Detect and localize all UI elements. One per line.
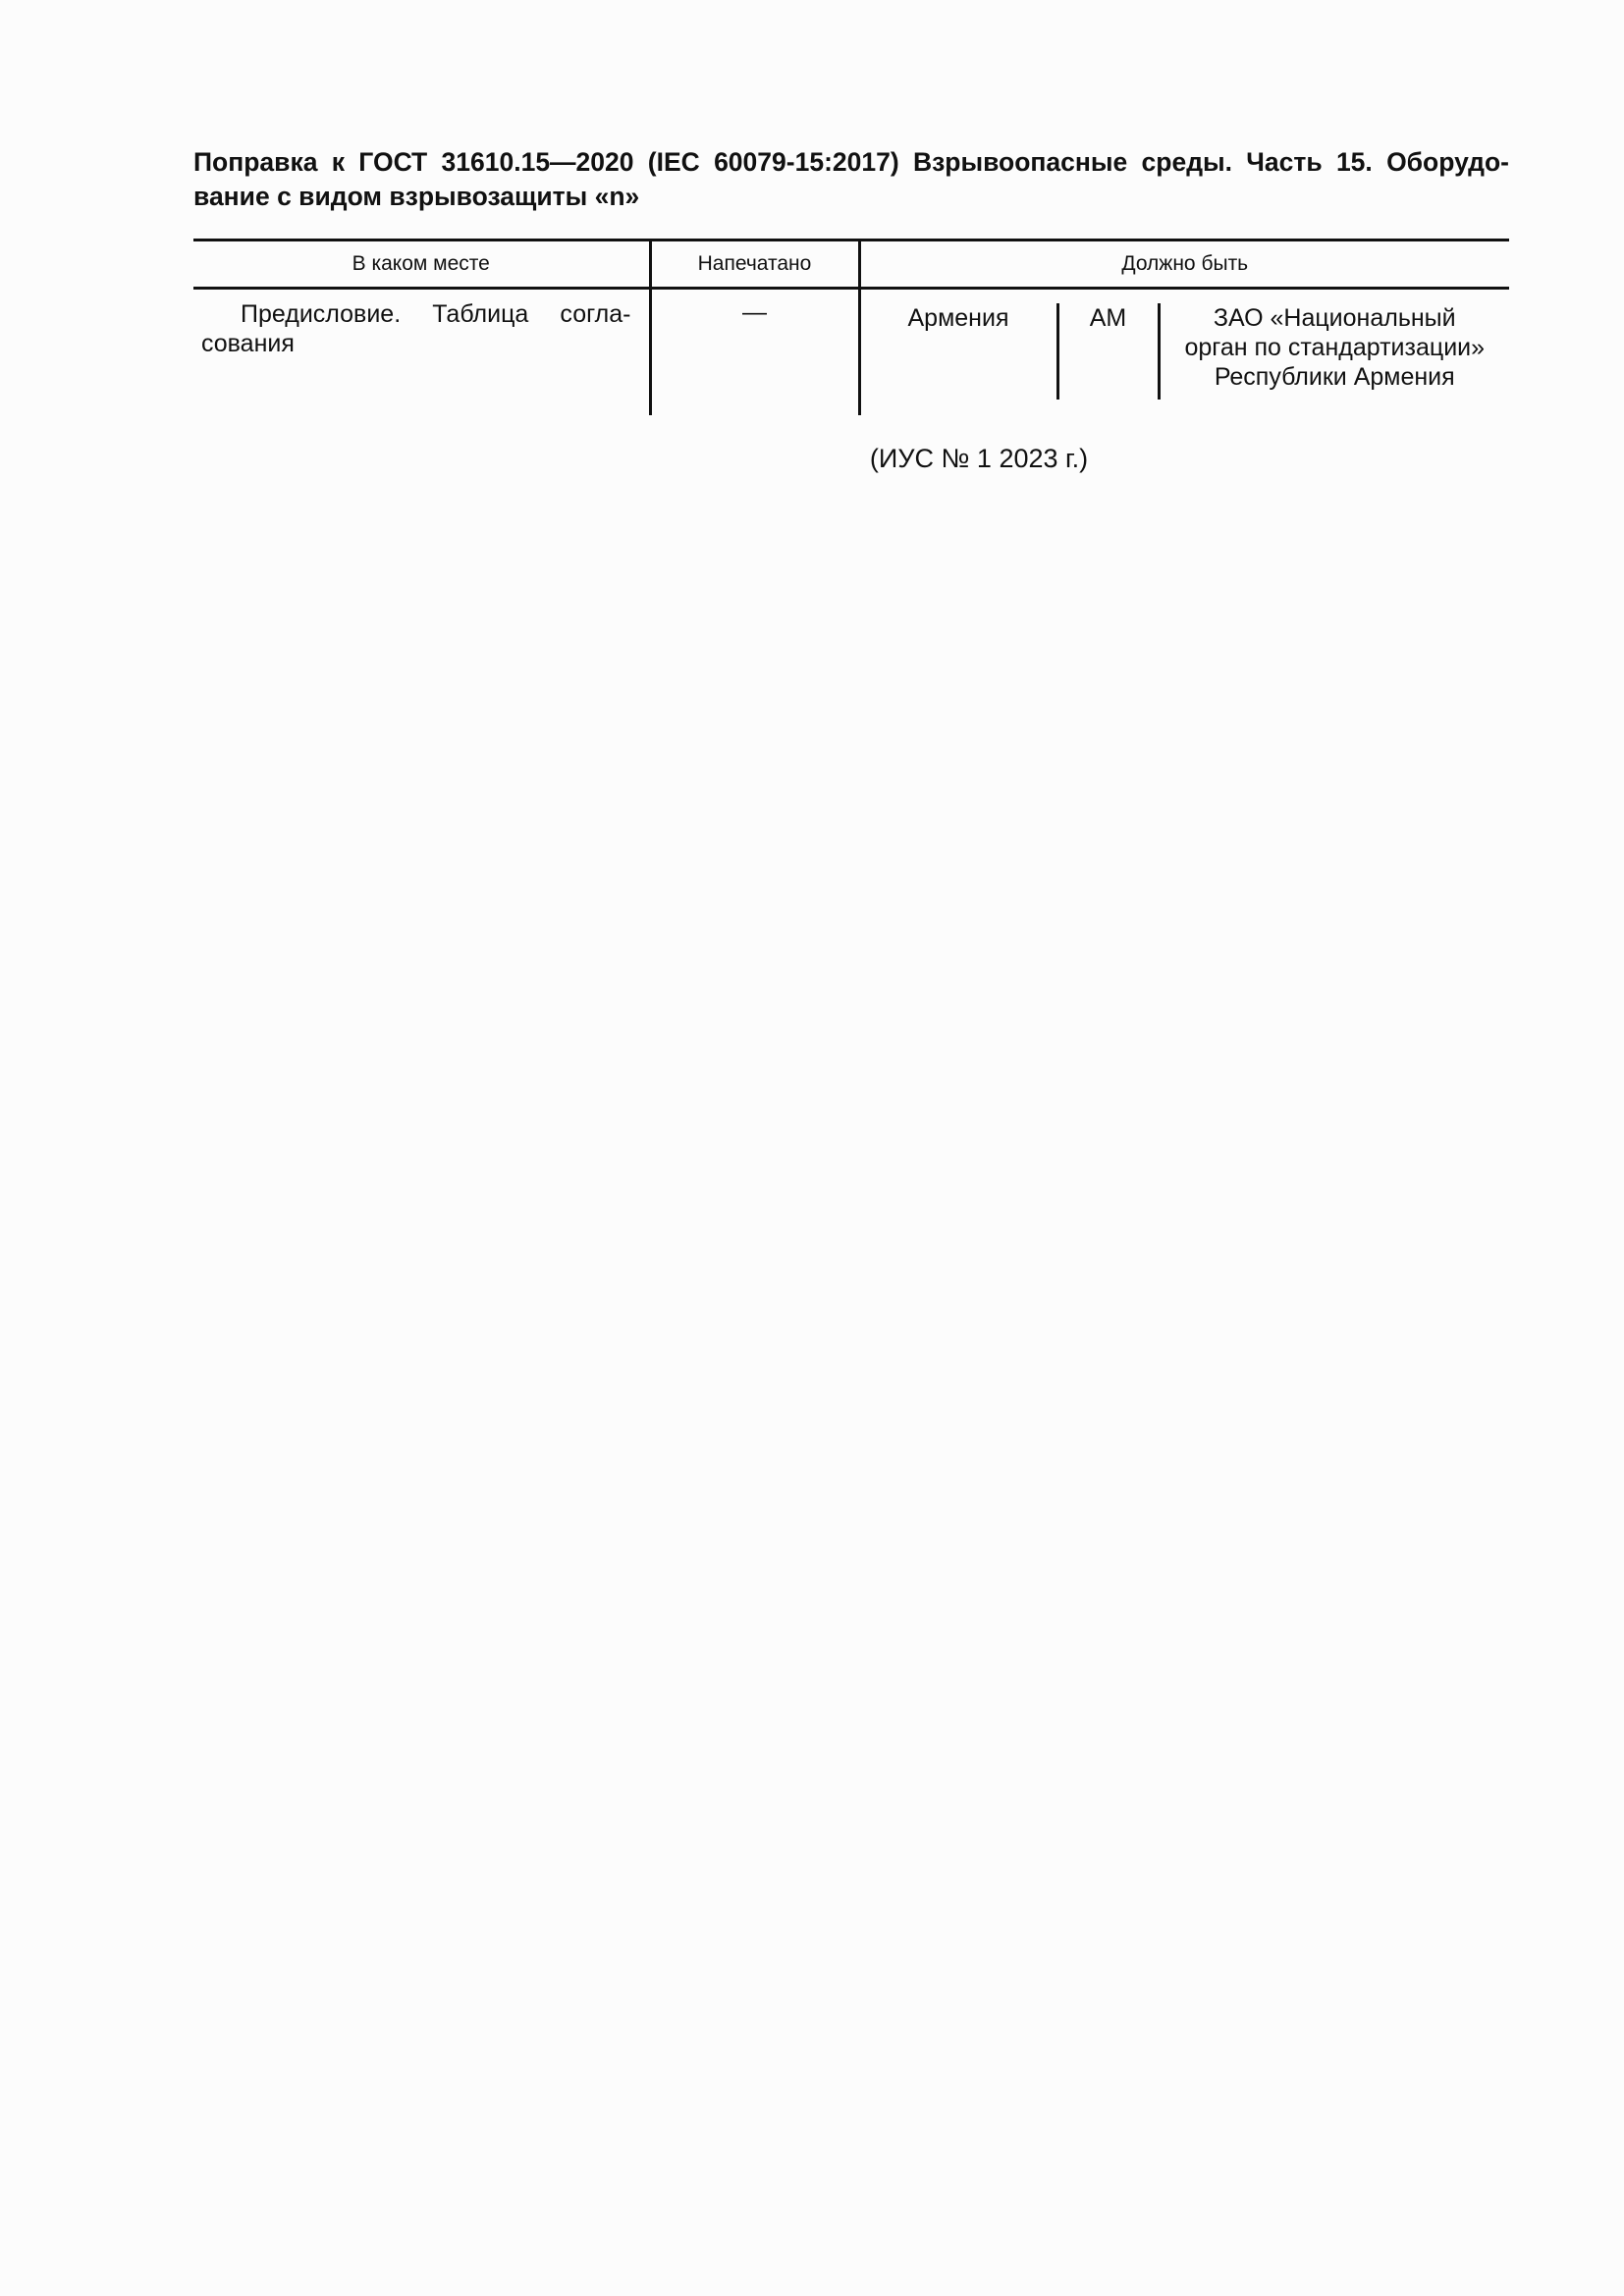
country-code: AM: [1059, 303, 1161, 400]
amendment-table: [193, 239, 1509, 415]
organization-line-3: Республики Армения: [1214, 363, 1455, 391]
cell-printed: [650, 289, 859, 416]
title-line-2: вание с видом взрывозащиты «n»: [193, 182, 640, 211]
organization-name: [1161, 303, 1510, 400]
country-name: Армения: [861, 303, 1059, 400]
table-row: [193, 289, 1509, 416]
ius-reference: (ИУС № 1 2023 г.): [869, 444, 1089, 473]
organization-line-2: орган по стандартизации»: [1184, 334, 1486, 361]
table-header-row: [193, 240, 1509, 289]
header-printed: Напечатано: [650, 240, 859, 289]
title-line-1: Поправка к ГОСТ 31610.15—2020 (IEC 60079-15:2017) Взрывоопасные среды. Часть 15. Оборудо-: [193, 147, 1509, 177]
document-title: [193, 145, 1509, 214]
cell-should-be: [859, 289, 1509, 416]
where-text: Предисловие. Таблица согла-сования: [201, 300, 631, 357]
header-should-be: Должно быть: [859, 240, 1509, 289]
printed-text: —: [742, 298, 767, 326]
header-where: В каком месте: [193, 240, 650, 289]
cell-where: [193, 289, 650, 416]
should-be-subtable: [861, 303, 1510, 400]
organization-line-1: ЗАО «Национальный: [1213, 304, 1456, 332]
